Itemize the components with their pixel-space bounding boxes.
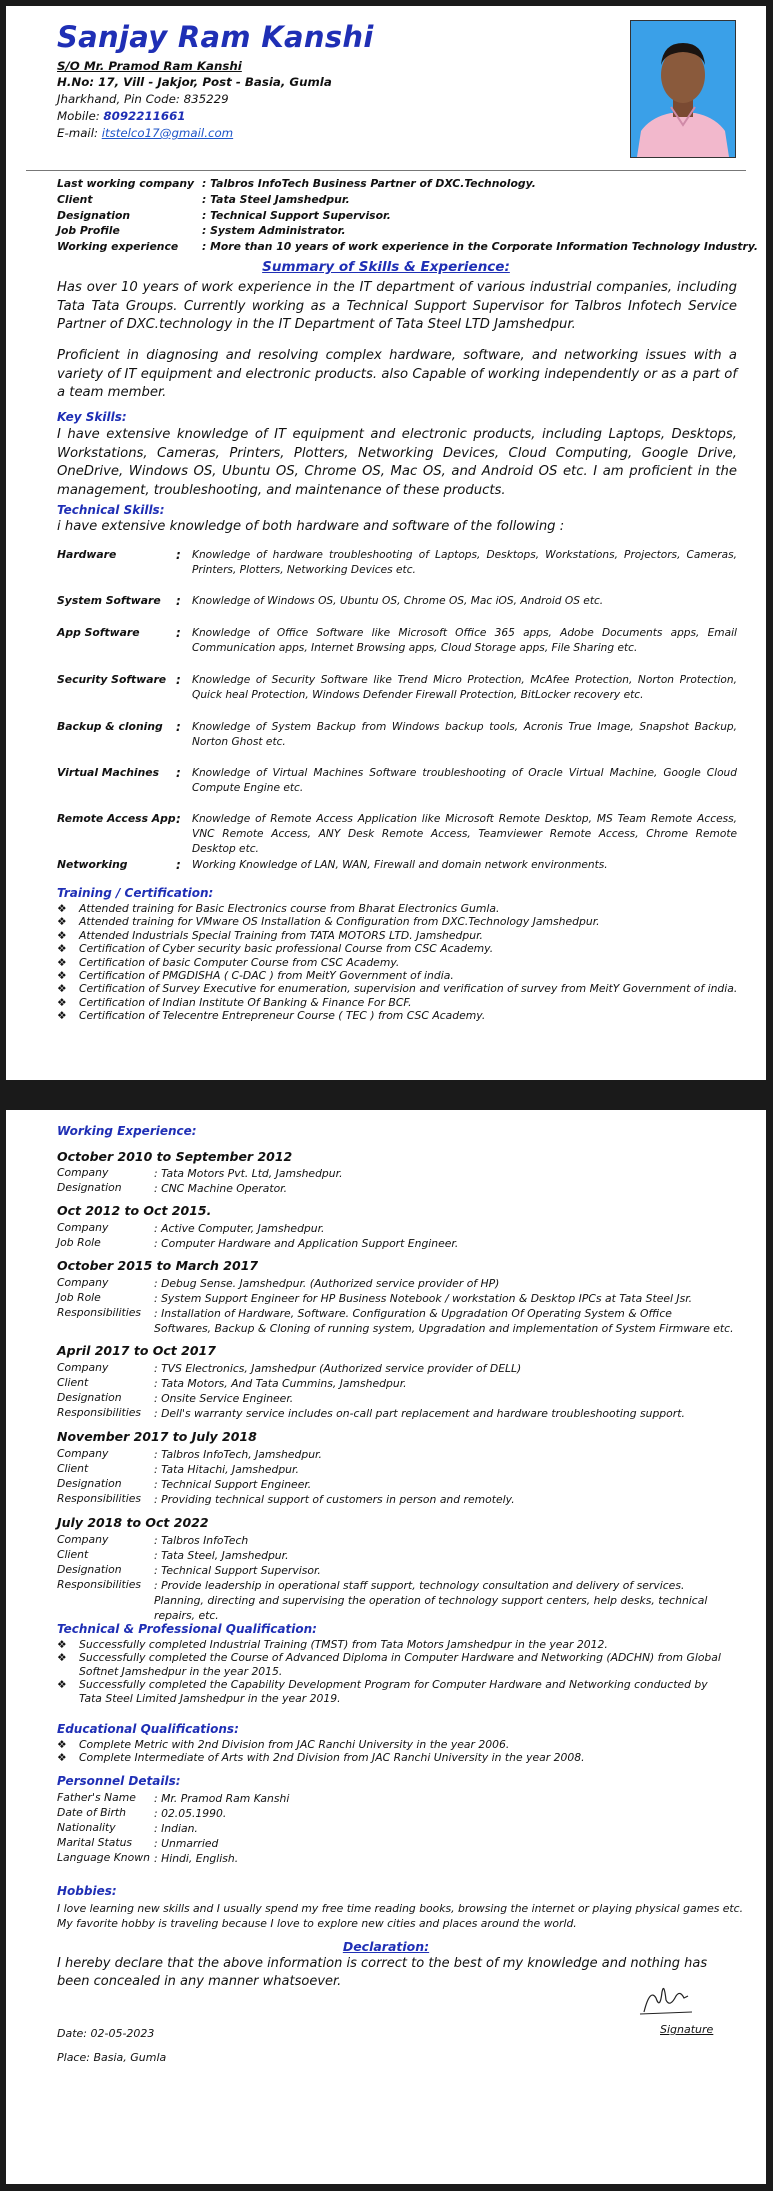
summary-label: Working experience: [57, 240, 179, 254]
signature-image: [636, 1978, 696, 2022]
summary-paragraph-2: Proficient in diagnosing and resolving complex hardware, software, and networking issues with a variety of IT equipment and electronic products. also Capable of working independently or as a part of a team member.: [57, 348, 737, 400]
job-label: Client: [57, 1462, 89, 1475]
summary-labels: [57, 176, 194, 255]
job-period: July 2018 to Oct 2022: [57, 1515, 209, 1530]
technical-skills-intro: i have extensive knowledge of both hardware and software of the following :: [57, 519, 565, 534]
job-period: Oct 2012 to Oct 2015.: [57, 1203, 212, 1218]
summary-value: : Technical Support Supervisor.: [202, 208, 391, 222]
mobile-number[interactable]: 8092211661: [103, 109, 186, 123]
job-label: Company: [57, 1361, 109, 1374]
bullet-icon: ❖: [57, 1638, 67, 1651]
tech-value: Knowledge of Windows OS, Ubuntu OS, Chrome OS, Mac iOS, Android OS etc.: [192, 595, 604, 607]
tech-colon: :: [176, 626, 181, 640]
tech-label: Networking: [57, 858, 128, 871]
tech-qual-list: [57, 1638, 727, 1705]
edu-qual-list: [57, 1738, 727, 1765]
list-item: [57, 915, 747, 928]
email-label: E-mail:: [57, 126, 102, 140]
profile-photo: [630, 20, 736, 158]
personal-value: : Indian.: [154, 1822, 198, 1835]
personal-label: Marital Status: [57, 1836, 133, 1849]
training-item: Certification of Cyber security basic professional Course from CSC Academy.: [79, 942, 494, 956]
bullet-icon: ❖: [57, 942, 67, 956]
tech-label: Remote Access App: [57, 812, 176, 825]
summary-value: : Tata Steel Jamshedpur.: [202, 192, 350, 206]
training-title: Training / Certification:: [57, 886, 214, 900]
candidate-name: Sanjay Ram Kanshi: [57, 20, 374, 54]
tech-colon: :: [176, 548, 181, 562]
job-label: Company: [57, 1276, 109, 1289]
personal-label: Date of Birth: [57, 1806, 126, 1819]
tech-value: Knowledge of Office Software like Microsoft Office 365 apps, Adobe Documents apps, Email Communication apps, Internet Browsing apps, Cloud Storage apps, File Sharing etc.: [192, 627, 737, 654]
list-item: [57, 929, 747, 942]
declaration-text: I hereby declare that the above information is correct to the best of my knowledge and nothing has been concealed in any manner whatsoever.: [57, 1956, 708, 1989]
personal-value: : Mr. Pramod Ram Kanshi: [154, 1792, 290, 1805]
address-line-1: H.No: 17, Vill - Jakjor, Post - Basia, Gumla: [57, 75, 332, 89]
job-label: Responsibilities: [57, 1306, 142, 1319]
tech-colon: :: [176, 858, 181, 872]
tech-value: Knowledge of Security Software like Trend Micro Protection, McAfee Protection, Norton Protection, Quick heal Protection, Windows Defender Firewall Protection, BitLocker recovery etc.: [192, 674, 737, 701]
list-item: [57, 1738, 727, 1751]
job-value: : Tata Motors, And Tata Cummins, Jamshedpur.: [154, 1377, 407, 1390]
job-value: : Talbros InfoTech: [154, 1534, 249, 1547]
qual-item: Successfully completed Industrial Training (TMST) from Tata Motors Jamshedpur in the year 2012.: [79, 1638, 608, 1651]
address-line-2: Jharkhand, Pin Code: 835229: [57, 92, 229, 106]
bullet-icon: ❖: [57, 995, 67, 1009]
job-value: : Technical Support Supervisor.: [154, 1564, 321, 1577]
mobile-line: [57, 108, 186, 124]
personal-value: : 02.05.1990.: [154, 1807, 227, 1820]
tech-label: Security Software: [57, 673, 167, 686]
list-item: [57, 996, 747, 1009]
summary-value: : System Administrator.: [202, 224, 346, 238]
job-label: Client: [57, 1548, 89, 1561]
bullet-icon: ❖: [57, 1678, 67, 1692]
training-item: Certification of PMGDISHA ( C-DAC ) from MeitY Government of india.: [79, 969, 454, 983]
email-line: [57, 125, 233, 141]
job-value: Softwares, Backup & Cloning of running system, Upgradation and implementation of System Firmware etc.: [154, 1322, 734, 1335]
tech-label: System Software: [57, 594, 161, 607]
declaration-date: Date: 02-05-2023: [57, 2027, 155, 2040]
personal-label: Father's Name: [57, 1791, 136, 1804]
list-item: [57, 1678, 727, 1705]
list-item: [57, 969, 747, 982]
edu-item: Complete Intermediate of Arts with 2nd Division from JAC Ranchi University in the year 2008.: [79, 1751, 585, 1765]
list-item: [57, 1009, 747, 1022]
tech-value: Knowledge of Remote Access Application like Microsoft Remote Desktop, MS Team Remote Access, VNC Remote Access, ANY Desk Remote Access, Teamviewer Remote Access, Chrome Remote Desktop etc.: [192, 813, 737, 855]
job-label: Responsibilities: [57, 1406, 142, 1419]
tech-colon: :: [176, 673, 181, 687]
job-value: : Technical Support Engineer.: [154, 1478, 312, 1491]
qual-item: Successfully completed the Course of Advanced Diploma in Computer Hardware and Networking (ADCHN) from Global Softnet Jamshedpur in the year 2015.: [79, 1651, 721, 1678]
training-item: Certification of Indian Institute Of Banking & Finance For BCF.: [79, 995, 412, 1009]
key-skills-text: I have extensive knowledge of IT equipment and electronic products, including Laptops, Desktops, Workstations, Cameras, Printers, Plotters, Networking Devices, Cloud Computing, Google Drive, OneDrive, Windows OS, Ubuntu OS, Chrome OS, Mac OS, and Android OS etc. I am proficient in the management, troubleshooting, and maintenance of these products.: [57, 427, 737, 498]
job-label: Designation: [57, 1477, 122, 1490]
resume-page-1: [6, 6, 766, 1080]
tech-colon: :: [176, 812, 181, 826]
tech-value: Knowledge of Virtual Machines Software troubleshooting of Oracle Virtual Machine, Google Cloud Compute Engine etc.: [192, 767, 737, 794]
bullet-icon: ❖: [57, 902, 67, 915]
list-item: [57, 1651, 727, 1678]
personal-title: Personnel Details:: [57, 1774, 181, 1788]
tech-label: Virtual Machines: [57, 766, 160, 779]
mobile-label: Mobile:: [57, 109, 104, 123]
tech-label: Backup & cloning: [57, 720, 163, 733]
qual-item: Successfully completed the Capability Development Program for Computer Hardware and Networking conducted by Tata Steel Limited Jamshedpur in the year 2019.: [79, 1678, 708, 1705]
personal-value: : Unmarried: [154, 1837, 219, 1850]
training-item: Attended training for Basic Electronics course from Bharat Electronics Gumla.: [79, 902, 500, 915]
list-item: [57, 982, 747, 995]
job-value: : Tata Hitachi, Jamshedpur.: [154, 1463, 299, 1476]
summary-title: Summary of Skills & Experience:: [262, 259, 510, 275]
signature-label: Signature: [660, 2023, 714, 2036]
hobbies-line-1: I love learning new skills and I usually spend my free time reading books, browsing the internet or playing physical games etc.: [57, 1902, 744, 1915]
job-label: Company: [57, 1533, 109, 1546]
bullet-icon: ❖: [57, 955, 67, 969]
job-period: April 2017 to Oct 2017: [57, 1343, 216, 1358]
bullet-icon: ❖: [57, 1751, 67, 1765]
training-item: Certification of Telecentre Entrepreneur Course ( TEC ) from CSC Academy.: [79, 1009, 486, 1023]
bullet-icon: ❖: [57, 1009, 67, 1023]
job-label: Designation: [57, 1563, 122, 1576]
personal-label: Language Known: [57, 1851, 150, 1864]
tech-label: Hardware: [57, 548, 117, 561]
job-label: Company: [57, 1447, 109, 1460]
summary-value: : Talbros InfoTech Business Partner of DXC.Technology.: [202, 177, 536, 190]
job-value: : Active Computer, Jamshedpur.: [154, 1222, 325, 1235]
job-value: : Tata Motors Pvt. Ltd, Jamshedpur.: [154, 1167, 343, 1180]
job-label: Responsibilities: [57, 1578, 142, 1591]
job-value: : Talbros InfoTech, Jamshedpur.: [154, 1448, 322, 1461]
job-value: : System Support Engineer for HP Business Notebook / workstation & Desktop IPCs at Tata Steel Jsr.: [154, 1292, 693, 1305]
list-item: [57, 942, 747, 955]
summary-label: Client: [57, 192, 93, 206]
personal-value: : Hindi, English.: [154, 1852, 239, 1865]
tech-label: App Software: [57, 626, 140, 639]
job-value: : Onsite Service Engineer.: [154, 1392, 294, 1405]
job-period: October 2010 to September 2012: [57, 1149, 293, 1164]
training-item: Attended training for VMware OS Installation & Configuration from DXC.Technology Jamshedpur.: [79, 915, 600, 929]
personal-label: Nationality: [57, 1821, 116, 1834]
job-value: Planning, directing and supervising the operation of technology support centers, help desks, technical repairs, etc.: [154, 1594, 708, 1622]
bullet-icon: ❖: [57, 915, 67, 929]
job-label: Designation: [57, 1181, 122, 1194]
tech-value: Knowledge of System Backup from Windows backup tools, Acronis True Image, Snapshot Backup, Norton Ghost etc.: [192, 721, 737, 748]
resume-page-2: [6, 1110, 766, 2184]
list-item: [57, 902, 747, 915]
summary-label: Designation: [57, 208, 131, 222]
list-item: [57, 1751, 727, 1764]
edu-qual-title: Educational Qualifications:: [57, 1722, 239, 1736]
list-item: [57, 1638, 727, 1651]
tech-colon: :: [176, 594, 181, 608]
job-period: October 2015 to March 2017: [57, 1258, 259, 1273]
job-period: November 2017 to July 2018: [57, 1429, 257, 1444]
key-skills-title: Key Skills:: [57, 410, 127, 424]
tech-colon: :: [176, 720, 181, 734]
summary-value: : More than 10 years of work experience in the Corporate Information Technology Industry.: [202, 240, 759, 254]
job-label: Company: [57, 1166, 109, 1179]
tech-value: Working Knowledge of LAN, WAN, Firewall and domain network environments.: [192, 859, 608, 871]
job-label: Responsibilities: [57, 1492, 142, 1505]
job-label: Client: [57, 1376, 89, 1389]
job-label: Designation: [57, 1391, 122, 1404]
job-value: : Debug Sense. Jamshedpur. (Authorized service provider of HP): [154, 1277, 500, 1290]
job-value: : Computer Hardware and Application Support Engineer.: [154, 1237, 459, 1250]
bullet-icon: ❖: [57, 969, 67, 983]
job-value: : Provide leadership in operational staff support, technology consultation and delivery of services.: [154, 1579, 685, 1592]
job-value: : CNC Machine Operator.: [154, 1182, 288, 1195]
header-divider: [26, 170, 746, 171]
technical-skills-title: Technical Skills:: [57, 503, 165, 517]
bullet-icon: ❖: [57, 1738, 67, 1751]
list-item: [57, 956, 747, 969]
training-item: Attended Industrials Special Training from TATA MOTORS LTD. Jamshedpur.: [79, 928, 483, 942]
job-label: Job Role: [57, 1236, 101, 1249]
edu-item: Complete Metric with 2nd Division from JAC Ranchi University in the year 2006.: [79, 1738, 510, 1751]
declaration-title: Declaration:: [342, 1939, 430, 1954]
tech-colon: :: [176, 766, 181, 780]
job-label: Company: [57, 1221, 109, 1234]
summary-paragraph-1: Has over 10 years of work experience in the IT department of various industrial companies, including Tata Tata Groups. Currently working as a Technical Support Supervisor for Talbros Infotech Service Partner of DXC.technology in the IT Department of Tata Steel LTD Jamshedpur.: [57, 280, 737, 332]
bullet-icon: ❖: [57, 928, 67, 942]
hobbies-line-2: My favorite hobby is traveling because I love to explore new cities and places around the world.: [57, 1917, 577, 1930]
training-list: [57, 902, 747, 1023]
training-item: Certification of Survey Executive for enumeration, supervision and verification of survey from MeitY Government of india.: [79, 982, 738, 996]
summary-label: Last working company: [57, 177, 195, 190]
declaration-place: Place: Basia, Gumla: [57, 2051, 167, 2064]
job-value: : Providing technical support of customers in person and remotely.: [154, 1493, 515, 1506]
tech-qual-title: Technical & Professional Qualification:: [57, 1622, 317, 1636]
job-label: Job Role: [57, 1291, 101, 1304]
bullet-icon: ❖: [57, 1651, 67, 1665]
tech-value: Knowledge of hardware troubleshooting of Laptops, Desktops, Workstations, Projectors, Cameras, Printers, Plotters, Networking Devices etc.: [192, 549, 737, 576]
job-value: : TVS Electronics, Jamshedpur (Authorized service provider of DELL): [154, 1362, 522, 1375]
job-value: : Installation of Hardware, Software. Configuration & Upgradation Of Operating System & Office: [154, 1307, 672, 1320]
job-value: : Tata Steel, Jamshedpur.: [154, 1549, 289, 1562]
email-link[interactable]: itstelco17@gmail.com: [101, 126, 234, 140]
summary-label: Job Profile: [57, 224, 120, 238]
training-item: Certification of basic Computer Course from CSC Academy.: [79, 955, 400, 969]
summary-values: [202, 176, 758, 255]
parent-name: S/O Mr. Pramod Ram Kanshi: [57, 59, 242, 73]
job-value: : Dell's warranty service includes on-call part replacement and hardware troubleshooting support.: [154, 1407, 685, 1420]
bullet-icon: ❖: [57, 982, 67, 996]
experience-title: Working Experience:: [57, 1124, 197, 1138]
hobbies-title: Hobbies:: [57, 1884, 117, 1898]
